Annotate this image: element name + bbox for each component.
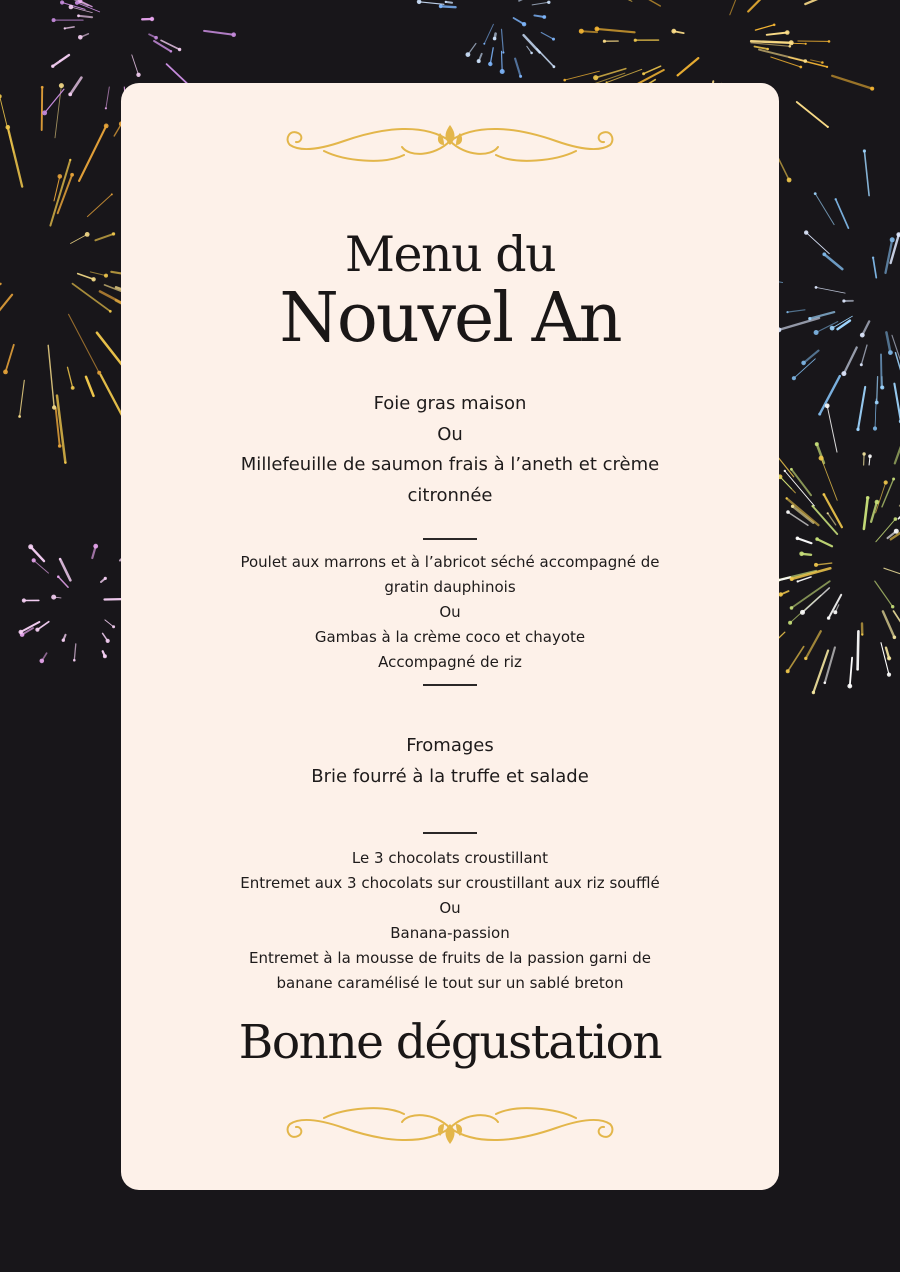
firework-spark	[106, 87, 109, 108]
firework-spark	[805, 0, 847, 4]
firework-spark-tip	[819, 456, 824, 461]
firework-spark-tip	[0, 94, 2, 98]
firework-spark	[48, 345, 54, 407]
firework-spark	[87, 194, 111, 216]
firework-spark	[816, 563, 832, 565]
firework-spark-tip	[579, 29, 584, 34]
firework-spark-tip	[875, 401, 879, 405]
menu-line: Poulet aux marrons et à l’abricot séché accompagné de	[240, 553, 660, 571]
firework-spark	[817, 539, 832, 546]
firework-spark-tip	[28, 544, 33, 549]
firework-spark-tip	[866, 496, 870, 500]
firework-spark-tip	[671, 29, 676, 34]
firework-spark	[596, 69, 626, 78]
firework-spark-tip	[41, 86, 44, 89]
firework-spark-tip	[814, 192, 817, 195]
firework-spark-tip	[786, 497, 788, 499]
firework-spark	[79, 126, 106, 181]
firework-spark	[881, 354, 882, 387]
firework-spark	[69, 314, 100, 372]
firework-spark-tip	[445, 1, 447, 3]
firework-spark-tip	[603, 40, 606, 43]
firework-spark	[861, 345, 867, 365]
firework-spark	[678, 58, 699, 75]
firework-spark	[42, 87, 43, 130]
firework-spark-tip	[91, 277, 95, 281]
firework-spark-tip	[808, 317, 811, 320]
section-divider	[423, 684, 477, 686]
firework-spark	[767, 33, 788, 35]
firework-spark-tip	[796, 537, 800, 541]
firework-spark	[519, 0, 537, 1]
firework-spark-tip	[786, 510, 790, 514]
firework-spark	[829, 595, 842, 618]
firework-spark	[877, 377, 878, 403]
firework-spark	[806, 631, 821, 658]
firework-spark	[748, 0, 769, 12]
firework-spark	[515, 59, 521, 77]
firework-spark	[68, 367, 73, 388]
firework-spark-tip	[821, 61, 824, 64]
firework-spark	[788, 310, 805, 312]
firework-spark-tip	[77, 14, 80, 17]
firework-spark-tip	[103, 654, 107, 658]
menu-line: Le 3 chocolats croustillant	[351, 849, 549, 867]
firework-spark-tip	[824, 682, 827, 685]
firework-spark-tip	[842, 299, 845, 302]
firework-spark-tip	[804, 230, 808, 234]
firework-spark-tip	[797, 580, 799, 582]
firework-spark-tip	[78, 35, 83, 40]
firework-spark	[0, 284, 1, 297]
firework-spark	[78, 274, 94, 280]
firework-spark	[490, 48, 493, 64]
firework-spark-tip	[154, 36, 158, 40]
firework-spark-tip	[862, 452, 865, 455]
firework-spark-tip	[42, 110, 47, 115]
firework-spark	[607, 69, 642, 82]
menu-title-line2: Nouvel An	[279, 279, 621, 358]
firework-spark	[90, 272, 106, 276]
firework-spark	[532, 2, 549, 5]
firework-spark-tip	[6, 125, 11, 130]
firework-spark-tip	[789, 45, 792, 48]
firework-spark-tip	[553, 65, 556, 68]
firework-spark	[730, 0, 745, 15]
firework-spark-tip	[64, 461, 66, 463]
firework-spark-tip	[595, 27, 600, 32]
firework-spark	[755, 47, 768, 50]
firework-spark	[875, 581, 893, 607]
firework-spark-tip	[530, 52, 533, 55]
firework-spark-tip	[799, 552, 804, 557]
firework-spark	[167, 64, 189, 85]
firework-spark-tip	[804, 59, 808, 63]
firework-spark	[484, 24, 493, 44]
firework-spark	[806, 233, 829, 254]
menu-line: Entremet aux 3 chocolats sur croustillant aux riz soufflé	[240, 874, 660, 892]
firework-spark-tip	[104, 577, 107, 580]
firework-spark	[894, 384, 900, 422]
firework-spark-tip	[112, 625, 115, 628]
firework-spark-tip	[894, 517, 898, 521]
firework-spark-tip	[812, 691, 815, 694]
firework-spark-tip	[814, 563, 818, 567]
firework-spark	[886, 332, 890, 352]
firework-spark-tip	[58, 444, 62, 448]
firework-spark-tip	[873, 426, 877, 430]
firework-spark-tip	[136, 73, 140, 77]
firework-spark-tip	[773, 24, 776, 27]
firework-spark-tip	[888, 350, 893, 355]
firework-spark-tip	[860, 333, 865, 338]
firework-spark	[793, 506, 814, 523]
firework-spark	[759, 50, 805, 62]
firework-spark	[105, 620, 114, 627]
firework-spark-tip	[785, 30, 790, 35]
firework-spark-tip	[92, 395, 94, 397]
firework-spark-tip	[896, 232, 900, 237]
firework-spark-tip	[790, 606, 794, 610]
firework-spark-tip	[231, 32, 236, 37]
firework-spark-tip	[784, 470, 786, 472]
firework-spark	[810, 312, 834, 319]
firework-spark-tip	[51, 595, 56, 600]
firework-spark-tip	[788, 621, 792, 625]
firework-spark-tip	[790, 577, 794, 581]
firework-spark-tip	[884, 480, 888, 484]
firework-spark-tip	[800, 610, 805, 615]
firework-spark	[0, 295, 12, 319]
firework-spark	[502, 29, 504, 52]
firework-spark-tip	[547, 1, 550, 4]
firework-spark-tip	[677, 74, 679, 76]
firework-spark-tip	[22, 598, 26, 602]
firework-spark-tip	[60, 0, 64, 4]
firework-spark	[20, 380, 25, 416]
firework-spark	[884, 568, 900, 575]
firework-spark-tip	[799, 66, 802, 69]
firework-spark	[755, 25, 774, 30]
firework-spark	[895, 441, 900, 463]
firework-spark	[73, 284, 111, 312]
firework-spark-tip	[85, 232, 90, 237]
firework-spark-tip	[857, 668, 859, 670]
firework-spark-tip	[502, 51, 504, 53]
firework-spark-tip	[830, 326, 835, 331]
top-ornament-icon	[284, 121, 616, 167]
firework-spark-tip	[825, 403, 830, 408]
firework-spark	[58, 577, 68, 588]
firework-spark-tip	[861, 633, 863, 635]
menu-line: banane caramélisé le tout sur un sablé breton	[276, 974, 624, 992]
firework-spark-tip	[891, 605, 894, 608]
firework-spark-tip	[106, 639, 110, 643]
firework-spark	[804, 351, 819, 363]
firework-spark	[70, 78, 81, 95]
firework-spark-tip	[827, 616, 830, 619]
menu-line: Brie fourré à la truffe et salade	[311, 765, 589, 787]
plats-section	[221, 550, 679, 675]
firework-spark-tip	[833, 610, 837, 614]
firework-spark-tip	[19, 630, 23, 634]
firework-spark	[60, 559, 70, 580]
firework-spark-tip	[892, 478, 895, 481]
firework-spark-tip	[790, 468, 793, 471]
firework-spark-tip	[835, 198, 837, 200]
firework-spark-tip	[59, 83, 64, 88]
firework-spark	[65, 27, 74, 29]
firework-spark	[541, 33, 553, 40]
firework-spark-tip	[823, 493, 826, 496]
firework-spark-tip	[57, 575, 60, 578]
firework-spark	[8, 127, 22, 186]
firework-spark	[79, 16, 93, 17]
firework-spark	[836, 199, 849, 228]
firework-spark	[419, 2, 444, 5]
firework-spark-tip	[826, 66, 828, 68]
desserts-section	[211, 846, 689, 996]
firework-spark-tip	[93, 544, 98, 549]
firework-spark-tip	[75, 1, 79, 5]
section-divider	[423, 832, 477, 834]
firework-spark-tip	[105, 107, 107, 109]
firework-spark-tip	[59, 558, 61, 560]
firework-spark	[86, 377, 94, 396]
firework-spark	[864, 498, 868, 529]
firework-spark-tip	[870, 87, 874, 91]
firework-spark	[53, 55, 69, 66]
firework-spark-tip	[69, 159, 71, 161]
firework-spark-tip	[417, 0, 422, 4]
menu-line: Accompagné de riz	[378, 653, 522, 671]
firework-spark-tip	[563, 79, 566, 82]
entrees-section	[221, 389, 679, 511]
firework-spark-tip	[593, 75, 598, 80]
firework-spark-tip	[815, 537, 819, 541]
firework-spark-tip	[822, 252, 826, 256]
firework-spark-tip	[40, 659, 45, 664]
firework-spark-tip	[893, 636, 897, 640]
firework-spark-tip	[880, 386, 884, 390]
firework-spark-tip	[104, 274, 108, 278]
menu-line: Banana-passion	[390, 924, 510, 942]
firework-spark-tip	[789, 40, 794, 45]
firework-spark-tip	[52, 18, 56, 22]
firework-spark	[779, 318, 819, 330]
firework-spark	[883, 611, 895, 637]
firework-spark	[876, 483, 886, 513]
firework-spark-tip	[804, 657, 807, 660]
firework-spark	[441, 6, 456, 7]
firework-spark	[797, 102, 828, 127]
menu-line: Entremet à la mousse de fruits de la passion garni de	[249, 949, 651, 967]
firework-spark	[45, 89, 64, 113]
menu-line: citronnée	[407, 484, 493, 506]
menu-line: Ou	[437, 423, 463, 445]
firework-spark-tip	[827, 126, 829, 128]
closing-message: Bonne dégustation	[238, 1015, 662, 1070]
firework-spark-tip	[779, 592, 783, 596]
firework-spark-tip	[542, 15, 546, 19]
firework-spark-tip	[71, 386, 75, 390]
firework-spark-tip	[868, 454, 872, 458]
firework-spark-tip	[178, 48, 181, 51]
firework-spark	[813, 651, 828, 693]
firework-spark-tip	[818, 413, 821, 416]
firework-spark-tip	[856, 428, 859, 431]
firework-spark-tip	[847, 684, 852, 689]
firework-spark-tip	[519, 75, 522, 78]
firework-spark-tip	[70, 173, 74, 177]
firework-spark	[6, 345, 14, 372]
firework-spark-tip	[3, 370, 8, 375]
firework-spark	[894, 611, 900, 635]
firework-spark	[816, 287, 845, 293]
menu-line: Fromages	[406, 735, 494, 756]
firework-spark-tip	[51, 65, 54, 68]
firework-spark	[74, 644, 76, 660]
menu-line: Millefeuille de saumon frais à l’aneth et crème	[240, 454, 660, 475]
firework-spark-tip	[170, 50, 173, 53]
bottom-ornament-icon	[284, 1102, 616, 1148]
firework-spark-tip	[828, 40, 831, 43]
firework-spark-tip	[890, 237, 895, 242]
menu-card	[121, 83, 779, 1190]
firework-spark	[788, 647, 804, 672]
firework-spark	[811, 60, 823, 63]
firework-spark-tip	[109, 310, 112, 313]
firework-spark-tip	[792, 376, 796, 380]
menu-line: Foie gras maison	[373, 393, 527, 414]
firework-spark-tip	[815, 286, 818, 289]
menu-line: gratin dauphinois	[384, 578, 516, 596]
firework-spark	[864, 151, 869, 196]
section-divider	[423, 538, 477, 540]
firework-spark-tip	[111, 193, 113, 195]
firework-spark	[71, 234, 88, 243]
firework-spark	[838, 321, 850, 330]
firework-spark-tip	[642, 72, 645, 75]
menu-title-line1: Menu du	[344, 226, 556, 283]
firework-spark-tip	[887, 673, 891, 677]
firework-spark	[824, 254, 842, 269]
firework-spark	[154, 41, 171, 51]
firework-spark	[95, 234, 113, 240]
firework-spark-tip	[483, 43, 485, 45]
firework-spark-tip	[860, 363, 863, 366]
firework-spark-tip	[58, 174, 63, 179]
firework-spark-tip	[836, 328, 838, 330]
firework-spark	[204, 31, 234, 35]
firework-spark-tip	[488, 62, 492, 66]
firework-spark	[502, 51, 503, 71]
firework-spark	[850, 658, 852, 687]
firework-spark	[50, 160, 70, 226]
firework-spark-tip	[477, 59, 481, 63]
firework-spark-tip	[787, 178, 792, 183]
firework-spark-tip	[35, 628, 39, 632]
firework-spark-tip	[827, 512, 829, 514]
firework-spark-tip	[439, 4, 443, 8]
firework-spark-tip	[69, 5, 74, 10]
firework-spark	[858, 387, 865, 430]
firework-spark-tip	[887, 656, 891, 660]
firework-spark-tip	[766, 48, 769, 51]
firework-spark-tip	[62, 639, 65, 642]
firework-spark-tip	[493, 37, 497, 41]
firework-spark-tip	[18, 415, 21, 418]
menu-line: Ou	[439, 899, 461, 917]
firework-spark	[597, 29, 635, 32]
firework-spark	[797, 538, 811, 543]
firework-spark-tip	[805, 43, 807, 45]
firework-spark	[858, 631, 859, 669]
firework-spark	[832, 76, 872, 89]
firework-spark-tip	[52, 405, 56, 409]
firework-spark-tip	[801, 361, 806, 366]
firework-spark-tip	[634, 39, 637, 42]
firework-spark	[815, 194, 834, 225]
firework-spark-tip	[73, 659, 76, 662]
firework-spark-tip	[841, 371, 846, 376]
firework-spark-tip	[32, 558, 36, 562]
firework-spark-tip	[872, 257, 874, 259]
firework-spark	[132, 55, 139, 75]
firework-spark-tip	[552, 38, 555, 41]
firework-spark-tip	[466, 52, 471, 57]
fromages-section	[221, 731, 679, 792]
firework-spark-tip	[150, 17, 154, 21]
firework-spark-tip	[786, 669, 790, 673]
firework-spark	[589, 0, 632, 1]
firework-spark	[844, 348, 857, 374]
firework-spark-tip	[786, 311, 788, 313]
firework-spark-tip	[814, 330, 819, 335]
menu-line: Gambas à la crème coco et chayote	[314, 628, 586, 646]
firework-spark-tip	[863, 149, 866, 152]
firework-spark	[34, 560, 49, 573]
firework-spark-tip	[104, 124, 109, 129]
menu-line: Ou	[439, 603, 461, 621]
firework-spark-tip	[64, 27, 66, 29]
firework-spark-tip	[68, 93, 72, 97]
firework-spark-tip	[522, 22, 526, 26]
firework-spark	[886, 240, 893, 273]
firework-spark	[751, 41, 791, 43]
firework-spark-tip	[500, 69, 505, 74]
firework-spark	[827, 406, 837, 452]
firework-spark	[537, 49, 554, 67]
firework-spark	[873, 258, 876, 278]
firework-spark	[820, 376, 840, 414]
firework-spark-tip	[815, 442, 819, 446]
firework-spark-tip	[112, 232, 115, 235]
